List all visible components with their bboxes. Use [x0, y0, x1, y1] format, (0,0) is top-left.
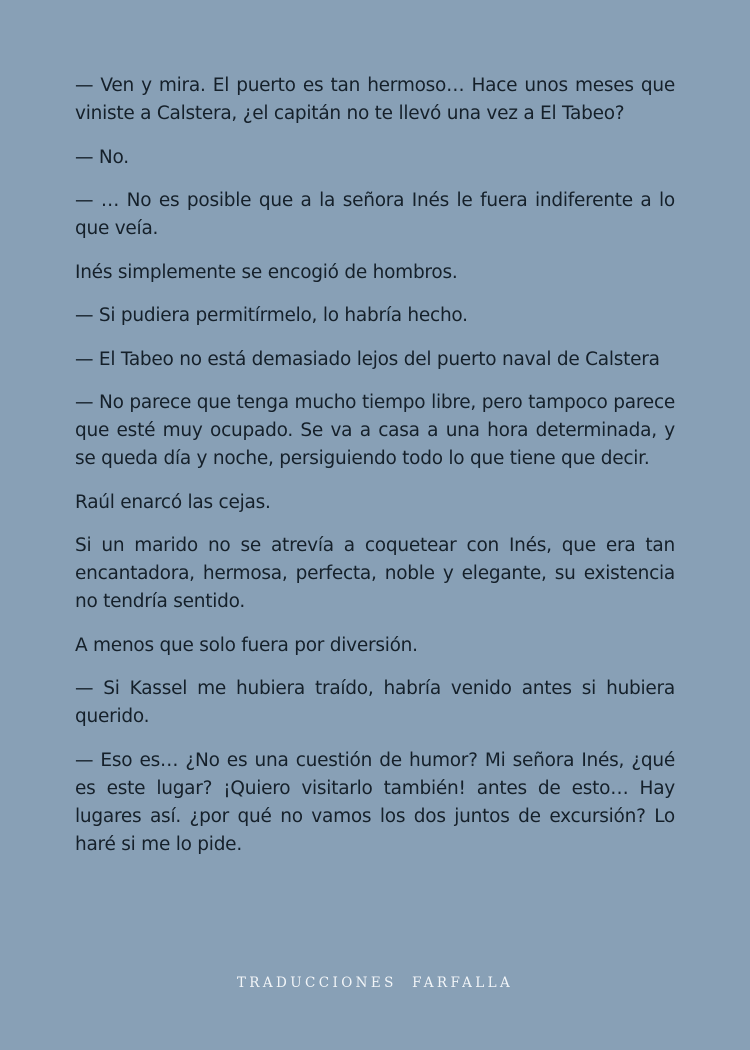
paragraph-1: — Ven y mira. El puerto es tan hermoso… Hace unos meses que viniste a Calstera, ¿el capitán no te llevó una vez a El Tabeo? — [75, 75, 675, 124]
paragraph-8: Raúl enarcó las cejas. — [75, 491, 271, 513]
paragraph-12: — Eso es… ¿No es una cuestión de humor? Mi señora Inés, ¿qué es este lugar? ¡Quiero visitarlo también! antes de esto… Hay lugares así. ¿por qué no vamos los dos juntos de excursión? Lo haré si me lo pide. — [75, 749, 675, 855]
paragraph-2: — No. — [75, 146, 129, 168]
text-body — [75, 72, 675, 874]
paragraph-10: A menos que solo fuera por diversión. — [75, 634, 418, 656]
paragraph-9: Si un marido no se atrevía a coquetear con Inés, que era tan encantadora, hermosa, perfecta, noble y elegante, su existencia no tendría sentido. — [75, 535, 675, 612]
paragraph-7: — No parece que tenga mucho tiempo libre, pero tampoco parece que esté muy ocupado. Se va a casa a una hora determinada, y se queda día y noche, persiguiendo todo lo que tiene que decir. — [75, 392, 675, 469]
paragraph-3: — … No es posible que a la señora Inés le fuera indiferente a lo que veía. — [75, 190, 675, 239]
paragraph-5: — Si pudiera permitírmelo, lo habría hecho. — [75, 305, 468, 326]
paragraph-4: Inés simplemente se encogió de hombros. — [75, 261, 458, 283]
footer-credit: TRADUCCIONES FARFALLA — [236, 975, 514, 991]
paragraph-11: — Si Kassel me hubiera traído, habría venido antes si hubiera querido. — [75, 678, 675, 727]
paragraph-6: — El Tabeo no está demasiado lejos del puerto naval de Calstera — [75, 348, 660, 370]
